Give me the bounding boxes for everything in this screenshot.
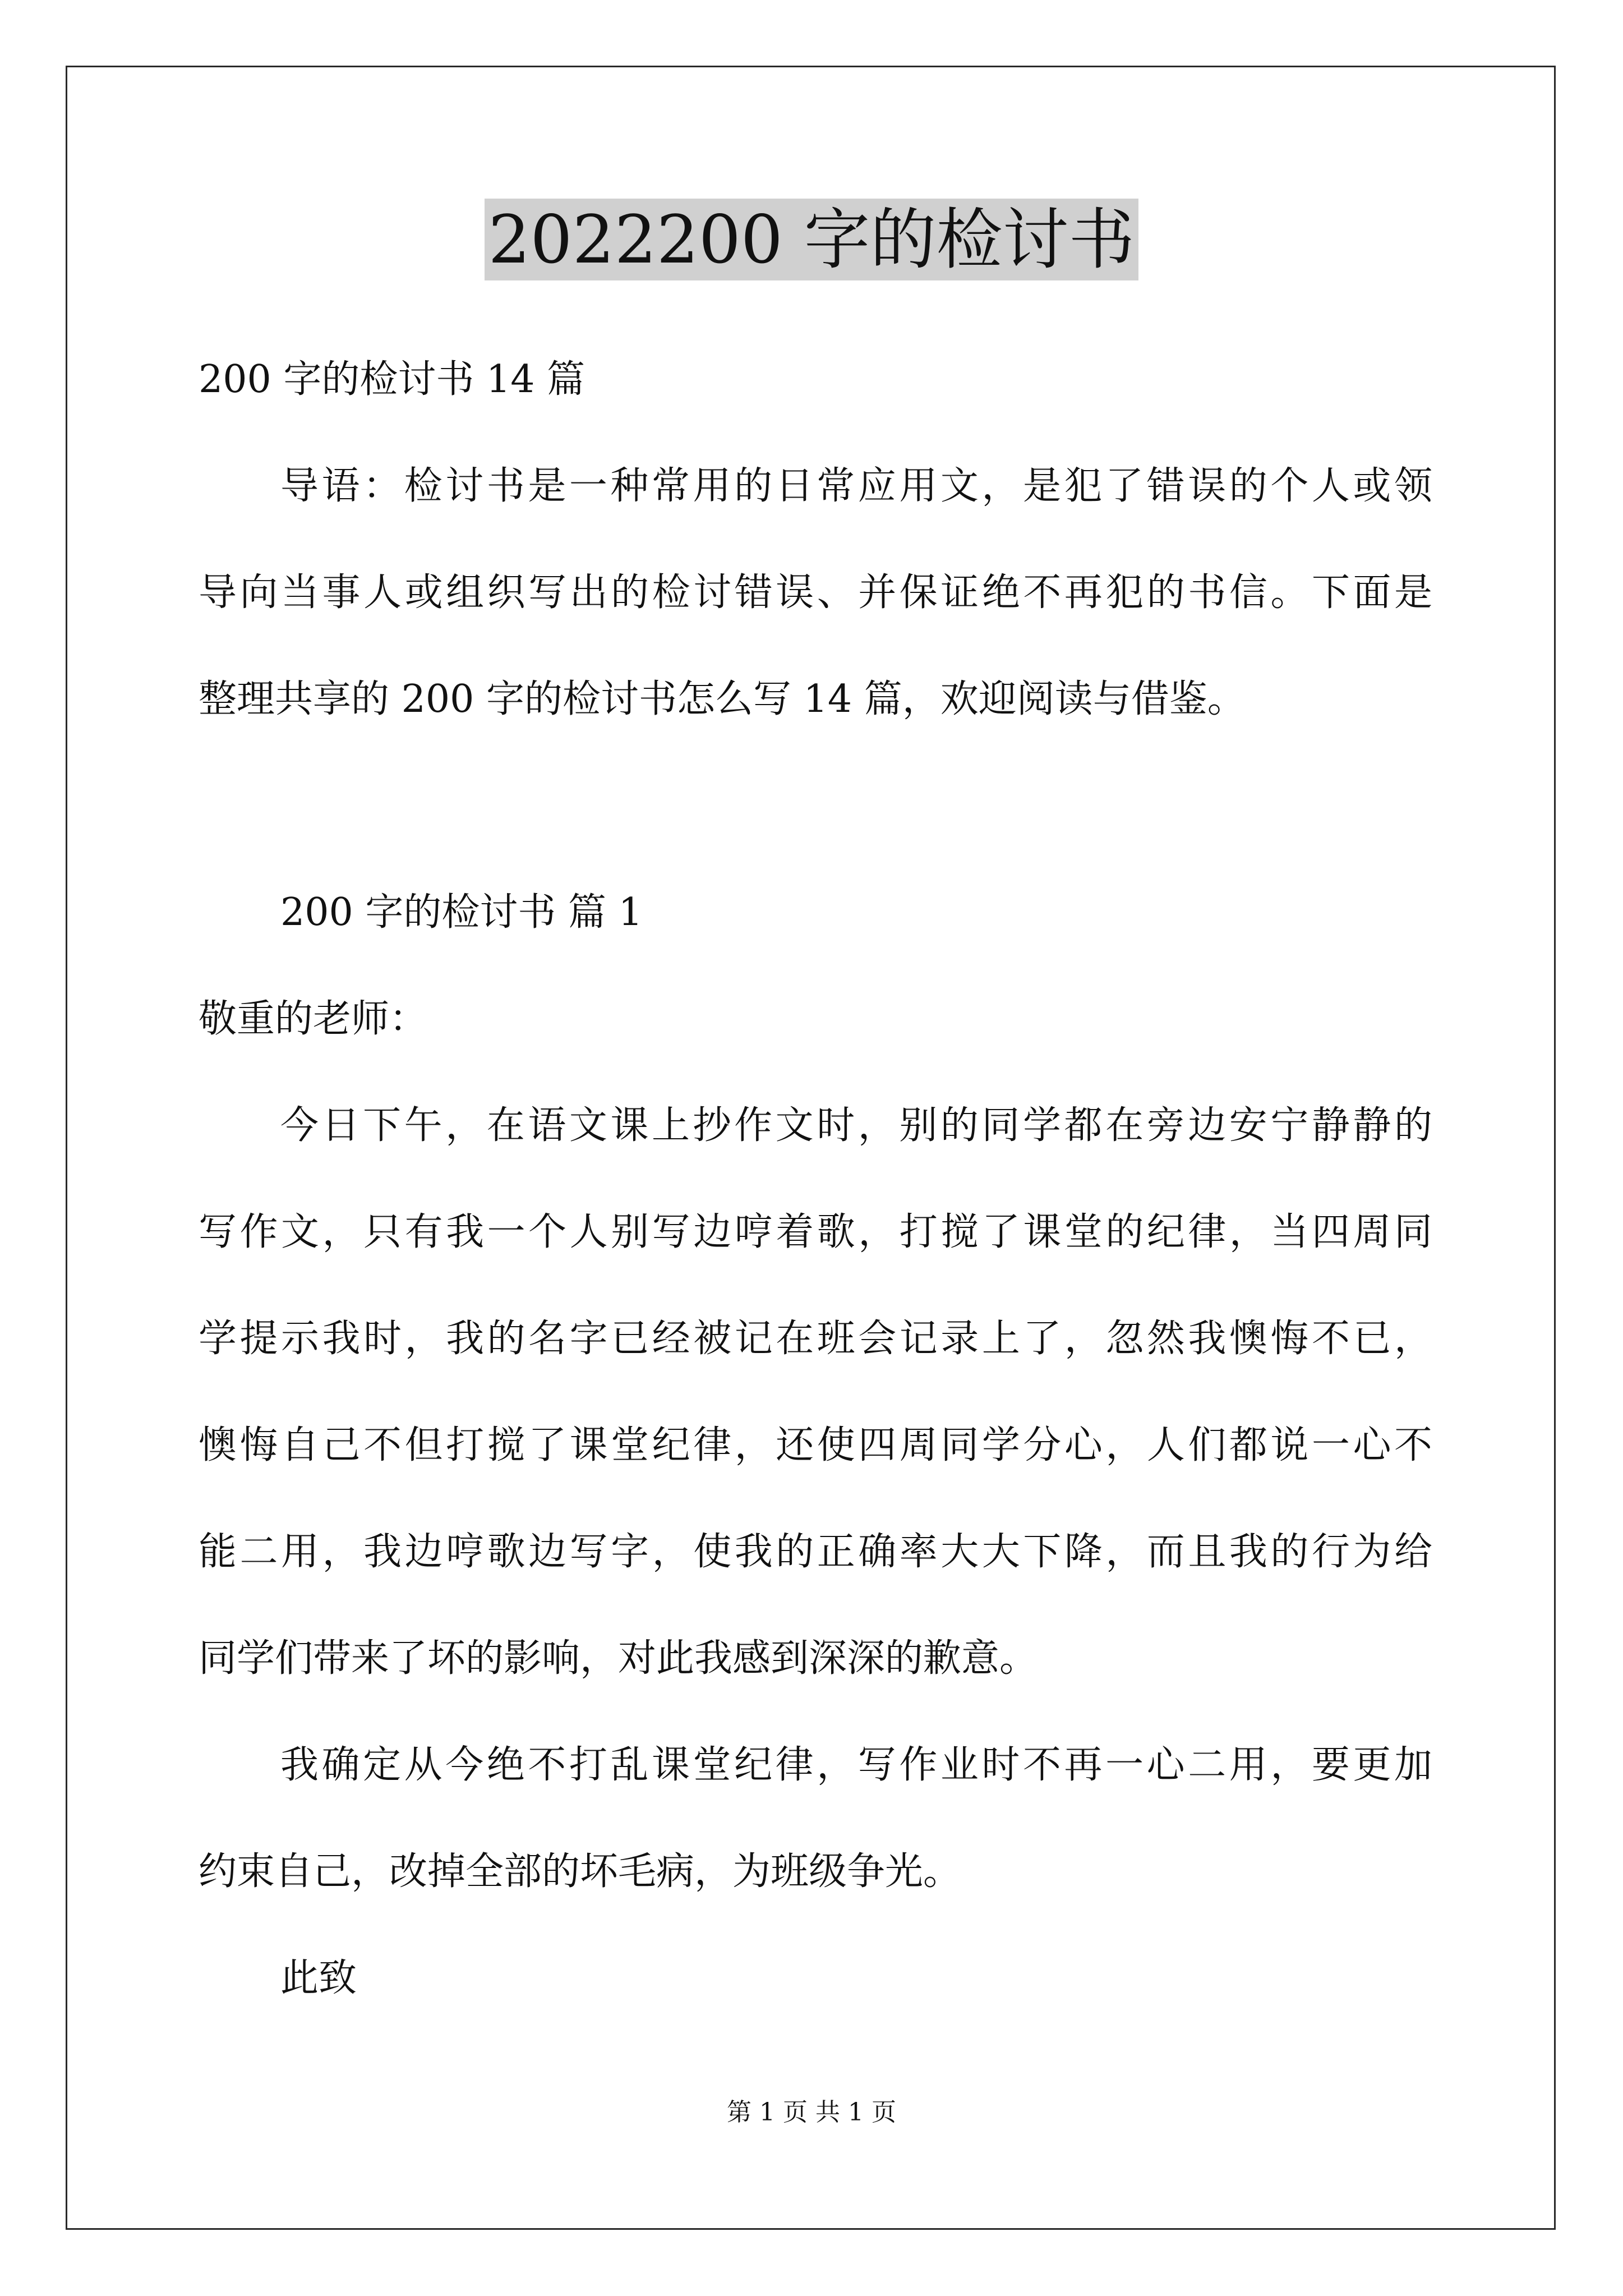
closing: 此致 — [280, 1956, 357, 2000]
document-title-text: 2022200 字的检讨书 — [485, 199, 1138, 280]
paragraph-line: 能二用，我边哼歌边写字，使我的正确率大大下降，而且我的行为给 — [199, 1530, 1432, 1574]
intro-line: 导向当事人或组织写出的检讨错误、并保证绝不再犯的书信。下面是 — [199, 570, 1432, 615]
intro-line: 整理共享的 200 字的检讨书怎么写 14 篇，欢迎阅读与借鉴。 — [199, 677, 1246, 721]
paragraph-line: 学提示我时，我的名字已经被记在班会记录上了，忽然我懊悔不已， — [199, 1317, 1432, 1361]
subtitle: 200 字的检讨书 14 篇 — [199, 357, 585, 402]
document-title — [0, 197, 1623, 282]
paragraph-line: 我确定从今绝不打乱课堂纪律，写作业时不再一心二用，要更加 — [280, 1743, 1432, 1787]
page-footer: 第 1 页 共 1 页 — [727, 2098, 896, 2127]
section-heading: 200 字的检讨书 篇 1 — [280, 890, 643, 935]
paragraph-line: 今日下午，在语文课上抄作文时，别的同学都在旁边安宁静静的 — [280, 1103, 1432, 1148]
paragraph-line: 同学们带来了坏的影响，对此我感到深深的歉意。 — [199, 1636, 1038, 1681]
paragraph-line: 写作文，只有我一个人别写边哼着歌，打搅了课堂的纪律，当四周同 — [199, 1210, 1432, 1254]
intro-line: 导语：检讨书是一种常用的日常应用文，是犯了错误的个人或领 — [280, 464, 1432, 508]
paragraph-line: 懊悔自己不但打搅了课堂纪律，还使四周同学分心，人们都说一心不 — [199, 1423, 1432, 1467]
paragraph-line: 约束自己，改掉全部的坏毛病，为班级争光。 — [199, 1849, 962, 1894]
salutation: 敬重的老师： — [199, 997, 428, 1041]
